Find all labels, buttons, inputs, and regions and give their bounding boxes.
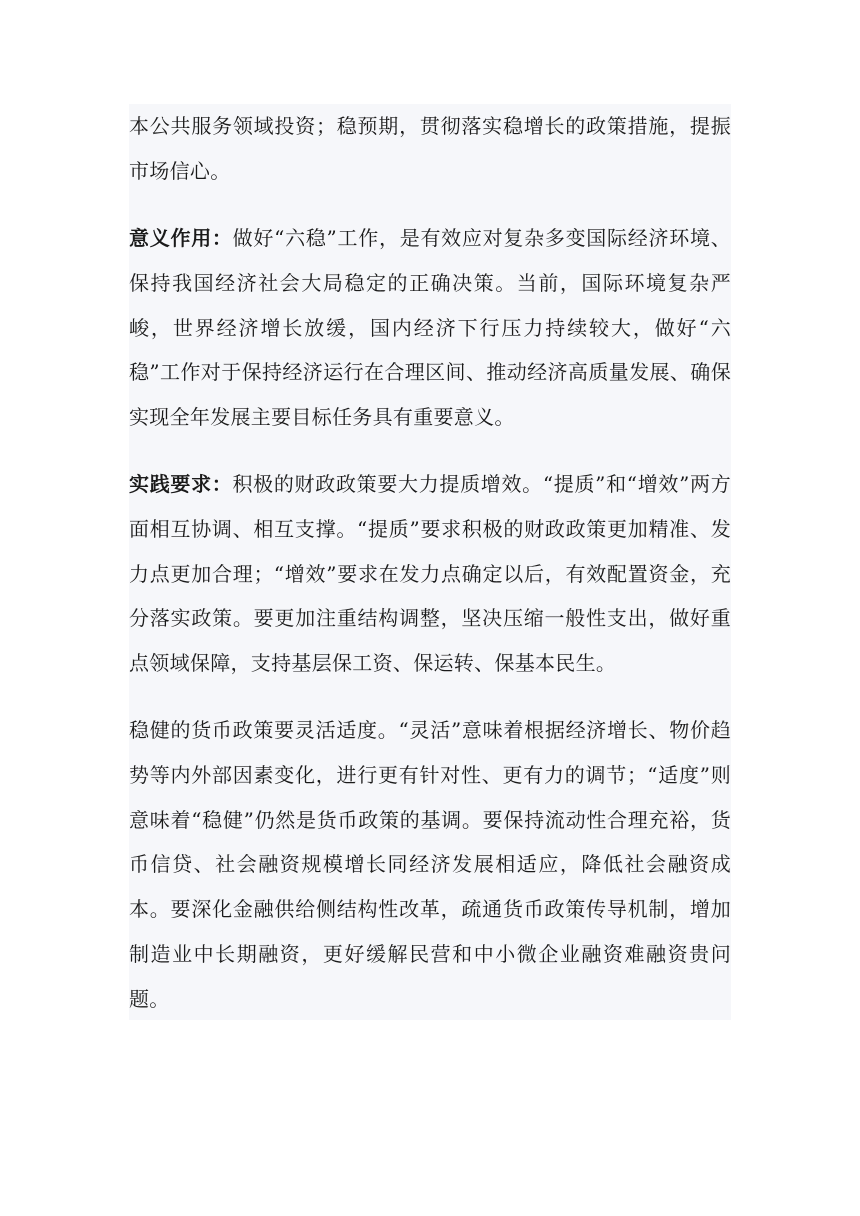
paragraph-practice [129,462,731,686]
paragraph-text: 积极的财政政策要大力提质增效。“提质”和“增效”两方面相互协调、相互支撑。“提质”要求积极的财政政策更加精准、发力点更加合理；“增效”要求在发力点确定以后，有效配置资金，充分落实政策。要更加注重结构调整，坚决压缩一般性支出，做好重点领域保障，支持基层保工资、保运转、保基本民生。 [129,472,731,676]
paragraph-monetary-policy [129,708,731,1022]
paragraph-text: 稳健的货币政策要灵活适度。“灵活”意味着根据经济增长、物价趋势等内外部因素变化，进行更有针对性、更有力的调节；“适度”则意味着“稳健”仍然是货币政策的基调。要保持流动性合理充裕，货币信贷、社会融资规模增长同经济发展相适应，降低社会融资成本。要深化金融供给侧结构性改革，疏通货币政策传导机制，增加制造业中长期融资，更好缓解民营和中小微企业融资难融资贵问题。 [129,718,731,1011]
paragraph-lead-practice: 实践要求： [129,472,233,496]
paragraph-investment [129,104,731,194]
paragraph-lead-significance: 意义作用： [129,226,233,250]
paragraph-text: 本公共服务领域投资；稳预期，贯彻落实稳增长的政策措施，提振市场信心。 [129,114,731,183]
paragraph-significance [129,216,731,440]
paragraph-text: 做好“六稳”工作，是有效应对复杂多变国际经济环境、保持我国经济社会大局稳定的正确决策。当前，国际环境复杂严峻，世界经济增长放缓，国内经济下行压力持续较大，做好“六稳”工作对于保持经济运行在合理区间、推动经济高质量发展、确保实现全年发展主要目标任务具有重要意义。 [129,226,732,430]
document-body [129,104,731,1020]
